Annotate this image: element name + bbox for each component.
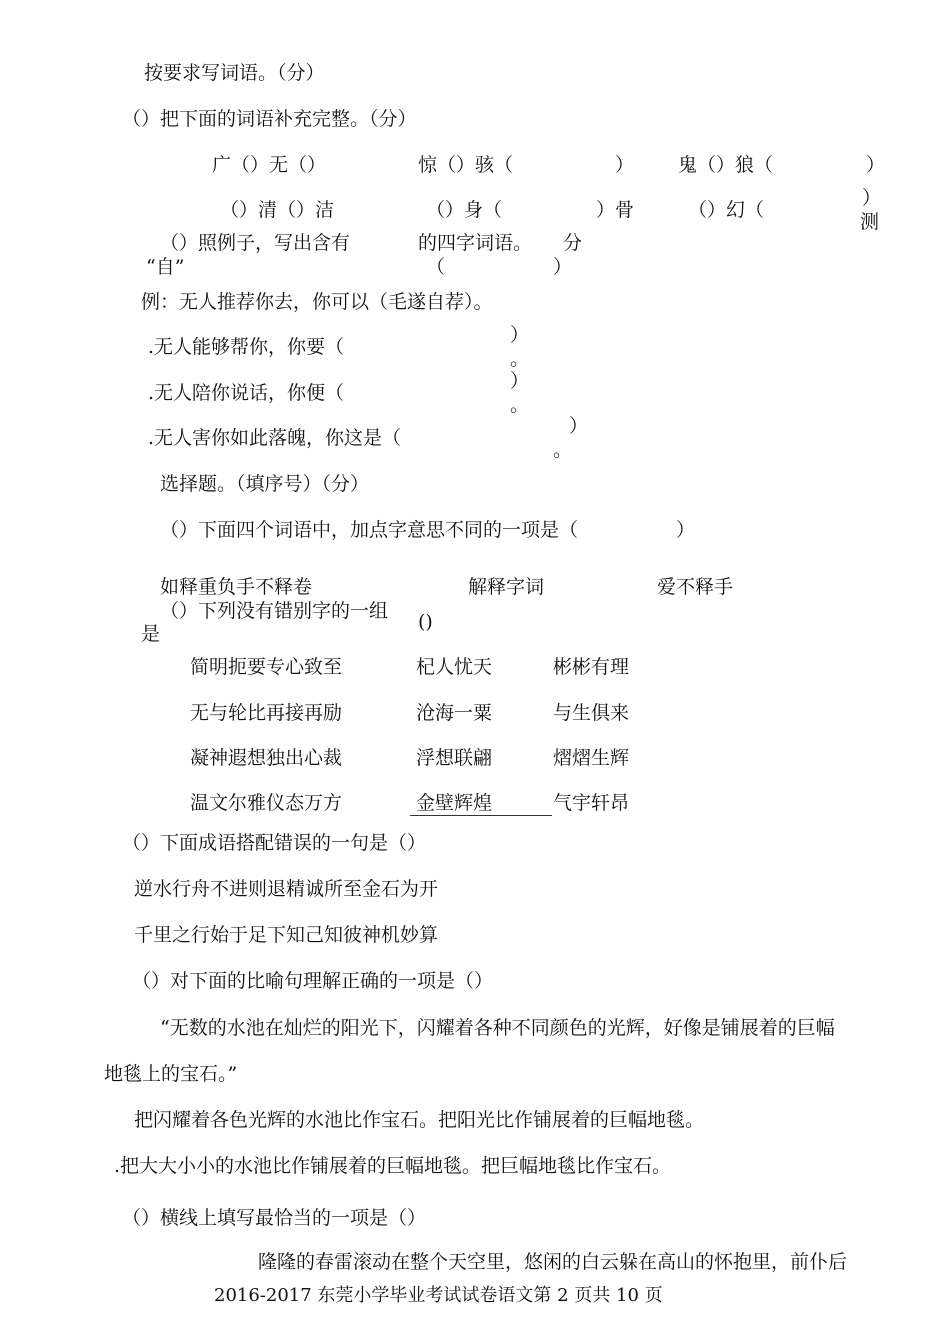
option: 气宇轩昂 [553, 792, 630, 814]
page-footer: 2016-2017 东莞小学毕业考试试卷语文第 2 页共 10 页 [214, 1285, 663, 1306]
passage-line: 隆隆的春雷滚动在整个天空里，悠闲的白云躲在高山的怀抱里，前仆后 [258, 1251, 848, 1273]
question-score: 分 [563, 232, 583, 254]
word-blank: （）身（ [426, 199, 503, 221]
option: 沧海一粟 [416, 702, 493, 724]
question-fill-line: （）横线上填写最恰当的一项是（） [122, 1207, 427, 1229]
option: .把大大小小的水池比作铺展着的巨幅地毯。把巨幅地毯比作宝石。 [114, 1155, 672, 1177]
word-fragment: 测 [860, 211, 880, 233]
question-zi-words: （）照例子，写出含有 [160, 232, 351, 254]
word-blank: 惊（）骇（ [418, 154, 514, 176]
word-blank: （）清（）洁 [220, 199, 335, 221]
fill-item: .无人陪你说话，你便（ [148, 382, 345, 404]
option: 简明扼要专心致至 [190, 656, 343, 678]
question-typo-cont: 是 [141, 623, 161, 645]
option: 杞人忧天 [416, 656, 493, 678]
fill-close-paren: ） [510, 370, 530, 392]
quote-line: 地毯上的宝石。” [104, 1063, 238, 1085]
option: 熠熠生辉 [553, 747, 630, 769]
word-blank-close: ） [862, 187, 882, 209]
fill-close-paren: ） [569, 415, 589, 437]
option-underlined: 金壁辉煌 [410, 791, 552, 816]
option: 解释字词 [468, 576, 545, 598]
option: 凝神遐想独出心裁 [190, 747, 343, 769]
question-typo: （）下列没有错别字的一组 [160, 600, 389, 622]
question-metaphor: （）对下面的比喻句理解正确的一项是（） [132, 970, 494, 992]
option: 温文尔雅仪态万方 [190, 792, 343, 814]
option: 千里之行始于足下知己知彼神机妙算 [134, 924, 439, 946]
question-idiom: （）下面成语搭配错误的一句是（） [122, 832, 427, 854]
question-complete-words: （）把下面的词语补充完整。（分） [122, 108, 417, 130]
section-title-vocabulary: 按要求写词语。（分） [144, 62, 325, 84]
word-blank: 鬼（）狼（ [678, 154, 774, 176]
score-close-paren: ） [553, 256, 573, 278]
fill-close-paren: ） [510, 324, 530, 346]
word-blank-close: ） [615, 154, 635, 176]
fill-item: .无人能够帮你，你要（ [148, 336, 345, 358]
quote-line: “无数的水池在灿烂的阳光下，闪耀着各种不同颜色的光辉，好像是铺展着的巨幅 [160, 1017, 835, 1039]
option: 把闪耀着各色光辉的水池比作宝石。把阳光比作铺展着的巨幅地毯。 [134, 1109, 705, 1131]
fill-period: 。 [510, 348, 530, 370]
word-blank: 广（）无（） [212, 154, 327, 176]
option: 爱不释手 [657, 576, 734, 598]
option: 与生俱来 [553, 702, 630, 724]
word-blank-close: ） [866, 154, 886, 176]
question-zi-words-cont: 的四字词语。 [418, 232, 533, 254]
score-open-paren: （ [426, 256, 446, 278]
answer-paren: () [418, 611, 433, 633]
section-title-choice: 选择题。（填序号）（分） [160, 473, 370, 495]
example-line: 例：无人推荐你去，你可以（毛遂自荐）。 [141, 291, 493, 313]
question-zi-char: “自” [146, 256, 185, 278]
question-meaning-close: ） [676, 519, 696, 541]
word-blank-close: ）骨 [596, 199, 635, 221]
option: 浮想联翩 [416, 747, 493, 769]
word-blank: （）幻（ [688, 199, 765, 221]
fill-period: 。 [553, 439, 573, 461]
question-meaning: （）下面四个词语中，加点字意思不同的一项是（ [160, 519, 579, 541]
fill-period: 。 [510, 394, 530, 416]
option: 无与轮比再接再励 [190, 702, 343, 724]
option: 逆水行舟不进则退精诚所至金石为开 [134, 878, 439, 900]
fill-item: .无人害你如此落魄，你这是（ [148, 427, 402, 449]
option: 如释重负手不释卷 [160, 576, 313, 598]
option: 彬彬有理 [553, 656, 630, 678]
